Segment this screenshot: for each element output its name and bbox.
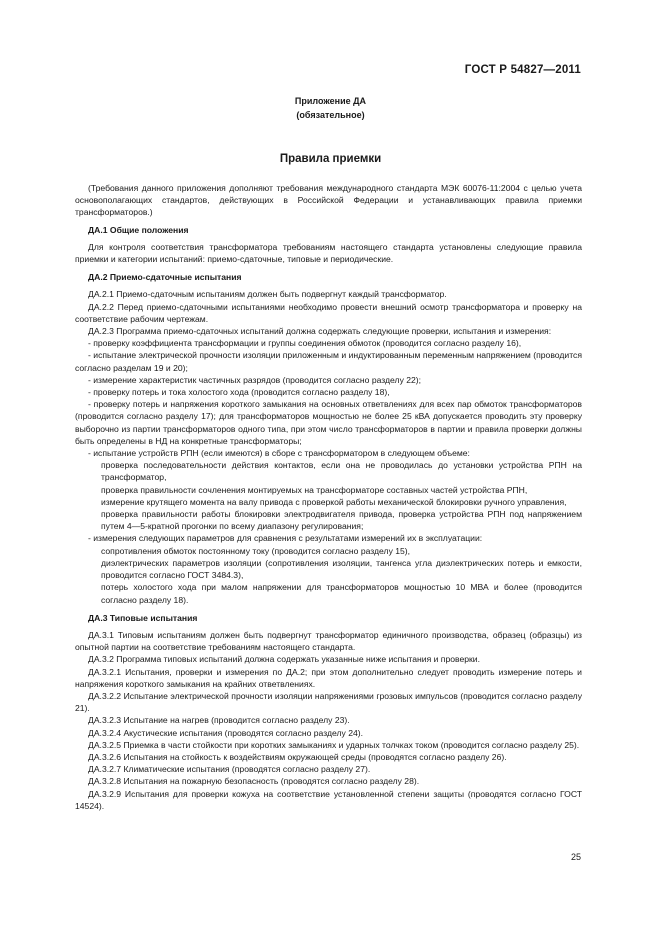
paragraph: ДА.2.3 Программа приемо-сдаточных испытаний должна содержать следующие проверки, испытания и измерения: xyxy=(88,326,552,337)
paragraph: ДА.3.2.3 Испытание на нагрев (проводится согласно разделу 23). xyxy=(88,715,350,726)
sub-item: измерение крутящего момента на валу привода с проверкой работы механической блокировки ручного управления, xyxy=(101,496,567,507)
page-title: Правила приемки xyxy=(279,153,382,165)
sub-item: диэлектрических параметров изоляции (сопротивления изоляции, тангенса угла диэлектрических потерь и емкости, проводится согласно ГОСТ 3484.3), xyxy=(101,557,582,581)
paragraph: ДА.3.2.2 Испытание электрической прочности изоляции напряжениями грозовых импульсов (проводится согласно разделу 21). xyxy=(75,690,582,714)
list-item: - проверку потерь и напряжения короткого замыкания на основных ответвлениях для всех пар обмоток трансформаторов (проводится согласно разделу 17); для трансформаторов мощностью не более 25 кВА допускается проводить эту проверку выборочно из партии трансформаторов одного типа, при этом число трансформаторов в партии и правила проверки должны быть определены в НД на конкретные трансформаторы; xyxy=(75,399,582,446)
appendix-note: (обязательное) xyxy=(296,110,365,120)
list-item: - испытание устройств РПН (если имеются) в сборе с трансформатором в следующем объеме: xyxy=(88,448,470,459)
paragraph: ДА.3.2.1 Испытания, проверки и измерения по ДА.2; при этом дополнительно следует проводить измерение потерь и напряжения короткого замыкания на крайних ответвлениях. xyxy=(75,666,582,689)
appendix-heading xyxy=(0,94,661,122)
section-heading-3: ДА.3 Типовые испытания xyxy=(88,612,198,623)
appendix-title: Приложение ДА xyxy=(294,96,367,106)
list-item: - измерения следующих параметров для сравнения с результатами измерений их в эксплуатации: xyxy=(88,533,483,544)
paragraph: ДА.2.2 Перед приемо-сдаточными испытаниями необходимо провести внешний осмотр трансформатора и проверку на соответствие рабочим чертежам. xyxy=(75,301,582,324)
paragraph: ДА.3.2.4 Акустические испытания (проводятся согласно разделу 24). xyxy=(88,727,364,738)
sub-item: потерь холостого хода при малом напряжении для трансформаторов мощностью 10 МВА и более (проводится согласно разделу 18). xyxy=(101,582,582,605)
paragraph: ДА.3.1 Типовым испытаниям должен быть подвергнут трансформатор единичного производства, образец (образцы) из опытной партии на соответствие требованиям настоящего стандарта. xyxy=(75,629,582,653)
sub-item: сопротивления обмоток постоянному току (проводится согласно разделу 15), xyxy=(101,545,411,556)
document-body xyxy=(75,182,582,812)
paragraph: ДА.3.2.7 Климатические испытания (проводятся согласно разделу 27). xyxy=(88,764,371,775)
sub-item: проверка правильности сочленения монтируемых на трансформаторе составных частей устройства РПН, xyxy=(101,484,528,495)
paragraph: ДА.3.2.5 Приемка в части стойкости при коротких замыканиях и ударных толчках током (проводится согласно разделу 25). xyxy=(88,739,580,750)
section-heading-1: ДА.1 Общие положения xyxy=(88,224,189,235)
list-item: - испытание электрической прочности изоляции приложенным и индуктированным переменным напряжением (проводится согласно разделам 19 и 20); xyxy=(75,350,582,373)
page-number: 25 xyxy=(570,852,581,862)
paragraph: ДА.3.2.6 Испытания на стойкость к воздействиям окружающей среды (проводятся согласно разделу 26). xyxy=(88,751,507,762)
paragraph: ДА.3.2.9 Испытания для проверки кожуха на соответствие установленной степени защиты (проводятся согласно ГОСТ 14524). xyxy=(75,788,582,811)
paragraph: ДА.3.2 Программа типовых испытаний должна содержать указанные ниже испытания и проверки. xyxy=(88,654,480,665)
list-item: - проверку коэффициента трансформации и группы соединения обмоток (проводится согласно разделу 16), xyxy=(88,338,522,349)
paragraph: ДА.3.2.8 Испытания на пожарную безопасность (проводятся согласно разделу 28). xyxy=(88,776,420,787)
standard-designation: ГОСТ Р 54827—2011 xyxy=(464,64,581,76)
sub-item: проверка последовательности действия контактов, если она не проводилась до установки устройства РПН на трансформатор, xyxy=(101,460,582,483)
section-heading-2: ДА.2 Приемо-сдаточные испытания xyxy=(88,272,242,283)
paragraph: ДА.2.1 Приемо-сдаточным испытаниям должен быть подвергнут каждый трансформатор. xyxy=(88,289,447,300)
list-item: - проверку потерь и тока холостого хода (проводится согласно разделу 18), xyxy=(88,387,390,398)
sub-item: проверка правильности работы блокировки электродвигателя привода, проверка устройства РПН под напряжением путем 4—5-кратной прогонки по всему диапазону регулирования; xyxy=(101,509,582,532)
list-item: - измерение характеристик частичных разрядов (проводится согласно разделу 22); xyxy=(88,374,422,385)
paragraph: Для контроля соответствия трансформатора требованиям настоящего стандарта установлены следующие правила приемки и категории испытаний: приемо-сдаточные, типовые и периодические. xyxy=(75,241,582,265)
intro-paragraph: (Требования данного приложения дополняют требования международного стандарта МЭК 60076-11:2004 с целью учета основополагающих стандартов, действующих в Российской Федерации и устанавливающих правила приемки трансформаторов.) xyxy=(75,183,582,218)
